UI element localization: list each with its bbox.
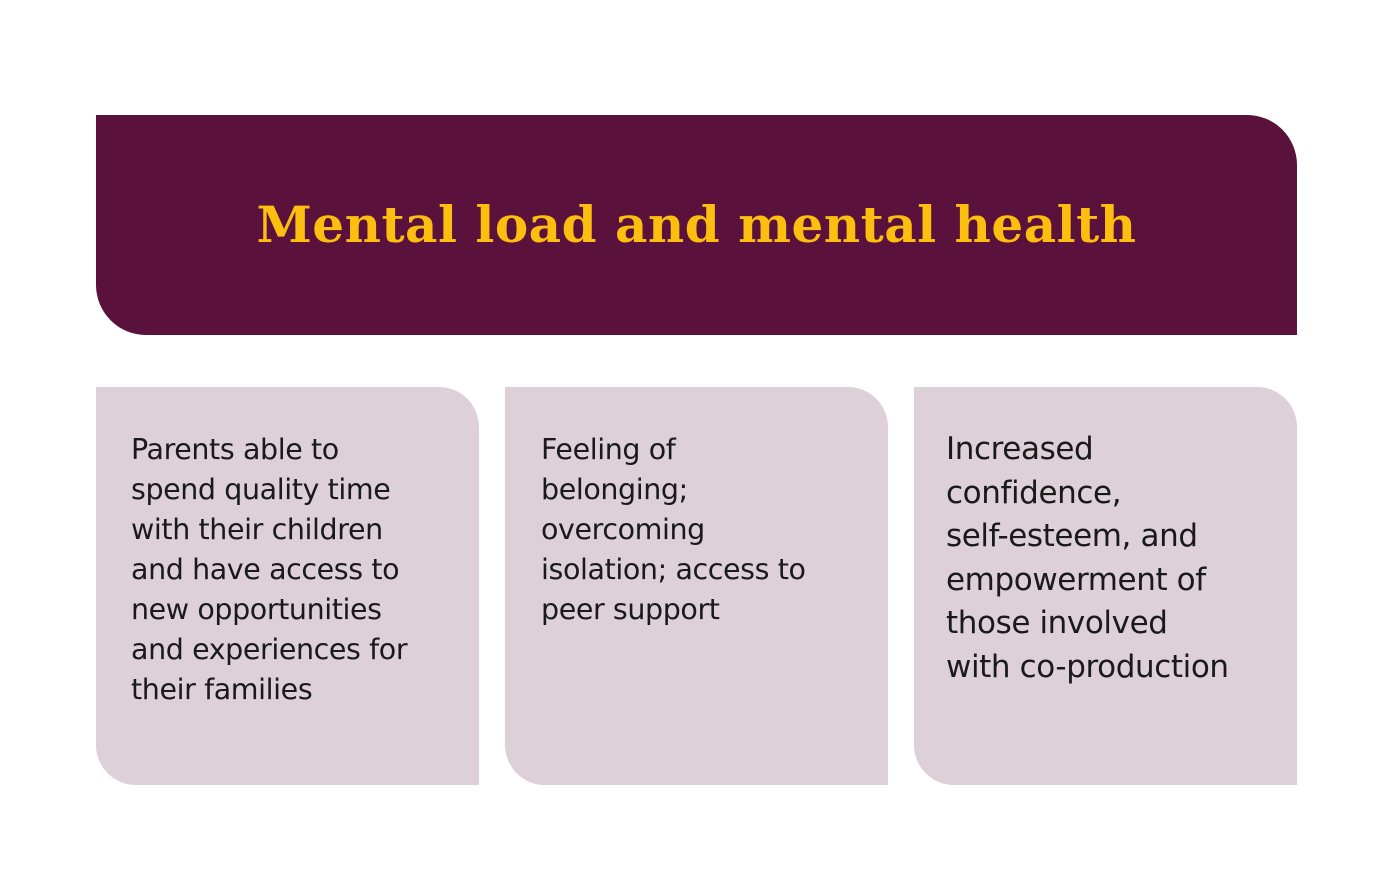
outcome-card-confidence [914,387,1297,785]
header-banner [96,115,1297,335]
card-text: Feeling of belonging; overcoming isolation; access to peer support [541,433,806,626]
page-title: Mental load and mental health [256,195,1137,254]
card-text: Increased confidence, self-esteem, and empowerment of those involved with co-production [946,431,1229,685]
outcome-card-parents-quality-time [96,387,479,785]
card-text: Parents able to spend quality time with their children and have access to new opportunities and experiences for their families [131,433,408,706]
outcome-card-belonging [505,387,888,785]
